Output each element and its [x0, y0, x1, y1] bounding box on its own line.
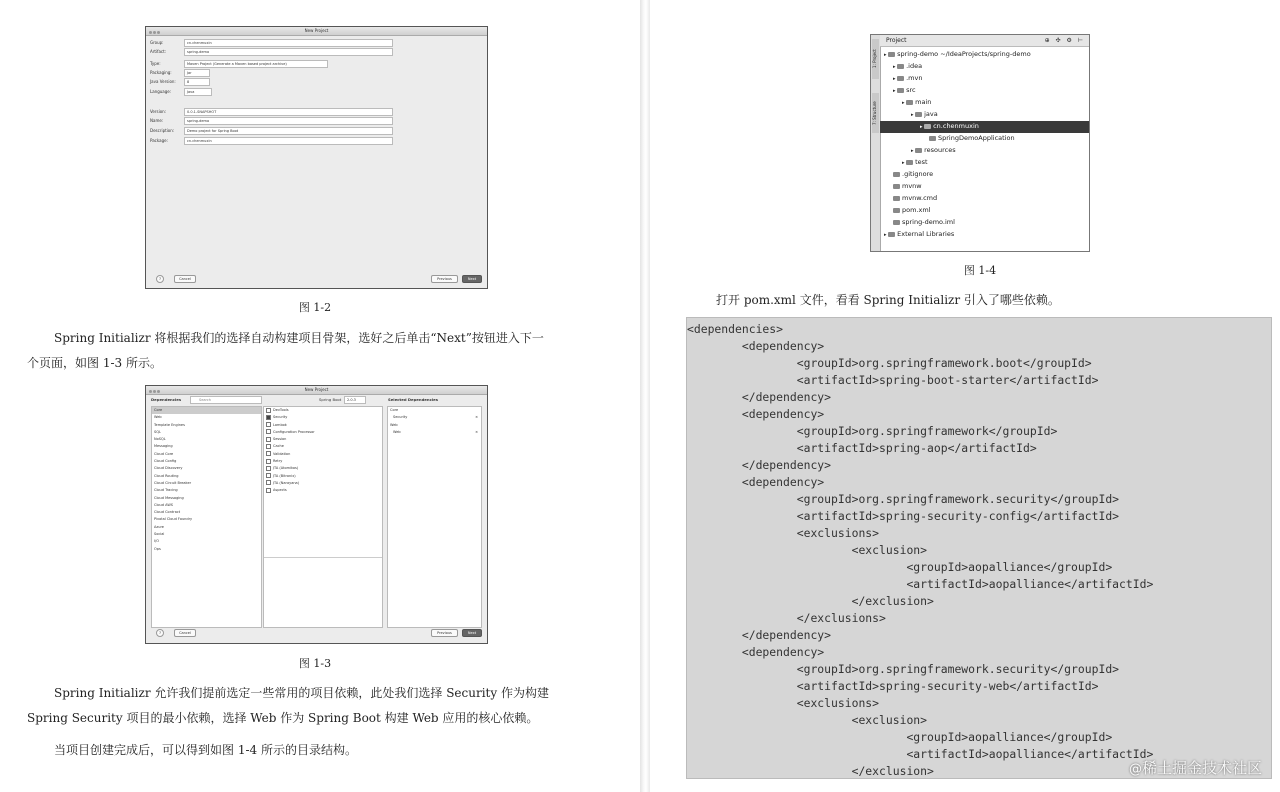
dependency-item[interactable]: [264, 473, 382, 480]
tree-row[interactable]: [880, 97, 1089, 109]
code-line: <artifactId>aopalliance</artifactId>: [687, 577, 1154, 591]
dependency-item[interactable]: [264, 451, 382, 458]
tree-label: spring-demo.iml: [902, 218, 955, 226]
category-item[interactable]: Cloud Config: [154, 459, 177, 464]
tree-row[interactable]: [880, 145, 1089, 157]
tree-label: src: [906, 86, 916, 94]
folder-icon: [893, 208, 900, 213]
dependency-item[interactable]: [264, 407, 382, 414]
dependency-checkbox[interactable]: [266, 451, 271, 456]
form-row: [150, 69, 480, 76]
remove-icon[interactable]: ×: [475, 415, 478, 420]
code-line: <artifactId>spring-security-web</artifactId>: [687, 679, 1099, 693]
folder-icon: [888, 52, 895, 57]
tree-row[interactable]: [880, 193, 1089, 205]
dependency-label: Cache: [273, 444, 284, 449]
code-line: <exclusion>: [687, 713, 928, 727]
dependency-label: Lombok: [273, 422, 287, 427]
field-value[interactable]: cn.chenmuxin: [184, 39, 393, 47]
code-line: <exclusions>: [687, 696, 880, 710]
code-line: <dependency>: [687, 475, 825, 489]
dependencies-label: Dependencies: [151, 397, 182, 402]
chevron-icon[interactable]: ▸: [884, 52, 889, 58]
field-label: Artifact:: [150, 49, 167, 54]
tree-row[interactable]: [880, 157, 1089, 169]
field-value[interactable]: Demo project for Spring Boot: [184, 127, 393, 135]
dependency-item[interactable]: [264, 465, 382, 472]
category-item[interactable]: Cloud Circuit Breaker: [154, 480, 192, 485]
folder-icon: [924, 124, 931, 129]
field-label: Version:: [150, 109, 167, 114]
chevron-icon[interactable]: ▸: [920, 124, 925, 130]
form-row: [150, 78, 480, 85]
dependency-label: DevTools: [273, 408, 289, 412]
tree-row[interactable]: [880, 109, 1089, 121]
selected-dependencies-panel: [387, 406, 482, 628]
code-line: <groupId>org.springframework.security</groupId>: [687, 662, 1120, 676]
dependency-checkbox[interactable]: [266, 422, 271, 427]
field-value[interactable]: Jar: [184, 69, 210, 77]
tree-label: test: [915, 158, 928, 166]
dependency-label: Security: [273, 415, 288, 420]
form-row: [150, 108, 480, 115]
dependency-checkbox[interactable]: [266, 429, 271, 434]
dialog-titlebar: [146, 386, 487, 395]
next-button[interactable]: Next: [462, 629, 482, 637]
form-row: [150, 137, 480, 144]
code-line: </dependency>: [687, 390, 832, 404]
spring-boot-version-select[interactable]: 2.0.3: [344, 396, 366, 404]
code-line: <dependency>: [687, 407, 825, 421]
dependency-item[interactable]: [264, 436, 382, 443]
new-project-dialog-fig12: [145, 26, 488, 289]
paragraph-line: 当项目创建完成后，可以得到如图 1-4 所示的目录结构。: [54, 743, 357, 757]
previous-button[interactable]: Previous: [431, 629, 458, 637]
dependency-label: Validation: [273, 451, 291, 456]
field-value[interactable]: Java: [184, 88, 212, 96]
tree-label: pom.xml: [902, 206, 931, 214]
dependency-label: Configuration Processor: [273, 429, 315, 434]
dialog-title: New Project: [304, 28, 329, 33]
field-label: Package:: [150, 138, 168, 143]
category-item[interactable]: Messaging: [154, 444, 173, 449]
field-value[interactable]: spring-demo: [184, 48, 393, 56]
chevron-icon[interactable]: ▸: [893, 76, 898, 82]
figure-caption: 图 1-3: [298, 657, 332, 670]
folder-icon: [897, 64, 904, 69]
category-item[interactable]: Core: [152, 407, 261, 414]
dependency-description-divider: [264, 557, 382, 558]
code-line: <exclusion>: [687, 543, 928, 557]
tree-label: mvnw: [902, 182, 922, 190]
category-item[interactable]: Pivotal Cloud Foundry: [154, 517, 193, 522]
folder-icon: [906, 100, 913, 105]
tree-row[interactable]: [880, 49, 1089, 61]
category-list[interactable]: [151, 406, 262, 628]
selected-dependency-item[interactable]: Security ×: [388, 414, 481, 421]
dependency-checkbox[interactable]: [266, 408, 271, 413]
tree-label: SpringDemoApplication: [938, 134, 1015, 142]
dependency-checkbox[interactable]: [266, 480, 271, 485]
tree-label: java: [924, 110, 938, 118]
remove-icon[interactable]: ×: [475, 429, 478, 434]
category-item[interactable]: SQL: [154, 429, 161, 434]
watermark-prefix: @: [1128, 762, 1142, 777]
previous-button[interactable]: Previous: [431, 275, 458, 283]
code-line: <groupId>org.springframework</groupId>: [687, 424, 1058, 438]
dependency-item[interactable]: [264, 458, 382, 465]
code-line: <artifactId>spring-security-config</artifactId>: [687, 509, 1120, 523]
code-line: </dependency>: [687, 458, 832, 472]
category-item[interactable]: Cloud Routing: [154, 473, 179, 478]
dependency-search-input[interactable]: Search: [190, 396, 262, 404]
tree-label: .idea: [906, 62, 923, 70]
category-item[interactable]: Azure: [154, 524, 164, 529]
category-item[interactable]: Cloud Messaging: [154, 495, 184, 500]
category-item[interactable]: Social: [154, 532, 165, 537]
dependency-checkbox[interactable]: [266, 466, 271, 471]
dependency-label: JTA (Bitronix): [273, 473, 296, 478]
folder-icon: [897, 76, 904, 81]
dependency-item[interactable]: [264, 422, 382, 429]
project-header-title: Project: [886, 37, 907, 44]
field-label: Name:: [150, 118, 164, 123]
tree-label: spring-demo ~/IdeaProjects/spring-demo: [897, 50, 1031, 58]
code-line: <artifactId>spring-aop</artifactId>: [687, 441, 1037, 455]
dependency-label: Session: [273, 437, 287, 442]
dependency-label: JTA (Atomikos): [273, 466, 299, 471]
paragraph-line: 个页面，如图 1-3 所示。: [27, 356, 162, 370]
tree-row[interactable]: [880, 121, 1089, 133]
dependency-item[interactable]: [264, 487, 382, 494]
dependency-item[interactable]: [264, 414, 382, 421]
help-button[interactable]: ?: [156, 275, 164, 283]
dependency-label: JTA (Narayana): [273, 480, 300, 485]
code-line: <dependencies>: [687, 322, 784, 336]
side-tab-structure[interactable]: 7: Structure: [872, 93, 879, 133]
chevron-icon[interactable]: ▸: [893, 88, 898, 94]
figure-caption: 图 1-2: [298, 301, 332, 314]
code-line: <artifactId>aopalliance</artifactId>: [687, 747, 1154, 761]
field-label: Java Version:: [150, 79, 176, 84]
spring-boot-label: Spring Boot: [319, 397, 342, 402]
folder-icon: [929, 136, 936, 141]
right-page: [650, 0, 1280, 792]
chevron-icon[interactable]: ▸: [884, 232, 889, 238]
tree-row[interactable]: [880, 229, 1089, 241]
code-line: <dependency>: [687, 645, 825, 659]
header-toolbar[interactable]: ⊕ ✣ ⚙ ⊢: [1044, 37, 1085, 44]
folder-icon: [915, 148, 922, 153]
dependency-checkbox[interactable]: [266, 444, 271, 449]
category-item[interactable]: Ops: [154, 546, 161, 551]
chevron-icon[interactable]: ▸: [911, 148, 916, 154]
chevron-icon[interactable]: ▸: [911, 112, 916, 118]
tree-row[interactable]: [880, 85, 1089, 97]
field-label: Language:: [150, 89, 172, 94]
form-row: [150, 88, 480, 95]
tree-row[interactable]: [880, 217, 1089, 229]
folder-icon: [897, 88, 904, 93]
tree-label: .gitignore: [902, 170, 934, 178]
dependency-checkbox[interactable]: [266, 437, 271, 442]
field-value[interactable]: Maven Project (Generate a Maven based project archive): [184, 60, 328, 68]
dependency-item[interactable]: [264, 443, 382, 450]
folder-icon: [893, 184, 900, 189]
category-item[interactable]: NoSQL: [154, 437, 166, 442]
field-label: Packaging:: [150, 70, 172, 75]
folder-icon: [915, 112, 922, 117]
chevron-icon[interactable]: ▸: [902, 100, 907, 106]
field-value[interactable]: 0.0.1-SNAPSHOT: [184, 108, 393, 116]
tree-label: main: [915, 98, 932, 106]
cancel-button[interactable]: Cancel: [174, 629, 196, 637]
field-value[interactable]: cn.chenmuxin: [184, 137, 393, 145]
selected-dependencies-label: Selected Dependencies: [388, 397, 438, 402]
dependency-checkbox[interactable]: [266, 415, 271, 420]
tree-row[interactable]: [880, 61, 1089, 73]
category-item[interactable]: Cloud Core: [154, 451, 174, 456]
folder-icon: [888, 232, 895, 237]
window-controls[interactable]: [149, 388, 161, 396]
category-item[interactable]: Cloud AWS: [154, 502, 173, 507]
tree-label: .mvn: [906, 74, 923, 82]
category-item[interactable]: Template Engines: [154, 422, 185, 427]
dependency-checkbox[interactable]: [266, 488, 271, 493]
code-line: <groupId>aopalliance</groupId>: [687, 560, 1113, 574]
dependency-checkbox[interactable]: [266, 459, 271, 464]
paragraph-line: 打开 pom.xml 文件，看看 Spring Initializr 引入了哪些依赖。: [716, 293, 1060, 307]
paragraph-line: Spring Security 项目的最小依赖，选择 Web 作为 Spring Boot 构建 Web 应用的核心依赖。: [27, 711, 539, 725]
code-line: <exclusions>: [687, 526, 880, 540]
category-item[interactable]: Cloud Contract: [154, 510, 181, 515]
tree-row[interactable]: [880, 73, 1089, 85]
tree-row[interactable]: [880, 133, 1089, 145]
form-row: [150, 127, 480, 134]
category-item[interactable]: Web: [154, 415, 162, 420]
code-line: <artifactId>spring-boot-starter</artifactId>: [687, 373, 1099, 387]
cancel-button[interactable]: Cancel: [174, 275, 196, 283]
pom-xml-code-block: [686, 317, 1272, 779]
form-row: [150, 39, 480, 46]
field-label: Description:: [150, 128, 175, 133]
selected-group-label: Core: [390, 408, 399, 412]
field-value[interactable]: spring-demo: [184, 117, 393, 125]
new-project-dialog-fig13: [145, 385, 488, 644]
tree-row[interactable]: [880, 181, 1089, 193]
folder-icon: [893, 196, 900, 201]
code-line: </exclusions>: [687, 611, 886, 625]
paragraph-line: Spring Initializr 将根据我们的选择自动构建项目骨架，选好之后单击“Next”按钮进入下一: [54, 331, 544, 345]
next-button[interactable]: Next: [462, 275, 482, 283]
watermark: [1129, 757, 1262, 778]
folder-icon: [893, 220, 900, 225]
dialog-titlebar: [146, 27, 487, 36]
field-value[interactable]: 8: [184, 78, 210, 86]
figure-caption: 图 1-4: [963, 264, 997, 277]
selected-dependency-item[interactable]: Web ×: [388, 429, 481, 436]
dependency-label: Retry: [273, 459, 283, 464]
tree-label: mvnw.cmd: [902, 194, 938, 202]
field-label: Group:: [150, 40, 164, 45]
category-item[interactable]: I/O: [154, 539, 159, 544]
dialog-title: New Project: [304, 387, 329, 392]
selected-group-label: Web: [390, 422, 398, 427]
tree-label: External Libraries: [897, 230, 955, 238]
help-button[interactable]: ?: [156, 629, 164, 637]
code-line: <groupId>org.springframework.boot</groupId>: [687, 356, 1092, 370]
code-line: <dependency>: [687, 339, 825, 353]
code-line: <groupId>aopalliance</groupId>: [687, 730, 1113, 744]
code-line: </exclusion>: [687, 764, 934, 778]
code-line: <groupId>org.springframework.security</groupId>: [687, 492, 1120, 506]
dependency-item[interactable]: [264, 480, 382, 487]
category-item[interactable]: Cloud Tracing: [154, 488, 178, 493]
dependency-item[interactable]: [264, 429, 382, 436]
project-header: [880, 35, 1089, 47]
chevron-icon[interactable]: ▸: [893, 64, 898, 70]
side-tab-project[interactable]: 1: Project: [872, 39, 879, 79]
form-row: [150, 48, 480, 55]
form-row: [150, 60, 480, 67]
dependency-label: Aspects: [273, 488, 287, 493]
watermark-text: 稀土掘金技术社区: [1141, 759, 1262, 777]
form-row: [150, 117, 480, 124]
category-item[interactable]: Cloud Discovery: [154, 466, 183, 471]
code-line: </dependency>: [687, 628, 832, 642]
field-label: Type:: [150, 61, 161, 66]
tree-row[interactable]: [880, 205, 1089, 217]
tree-row[interactable]: [880, 169, 1089, 181]
paragraph-line: Spring Initializr 允许我们提前选定一些常用的项目依赖，此处我们选择 Security 作为构建: [54, 686, 549, 700]
tree-label: resources: [924, 146, 956, 154]
book-spine: [640, 0, 650, 792]
folder-icon: [893, 172, 900, 177]
dependency-checkbox[interactable]: [266, 473, 271, 478]
project-tool-window: [870, 34, 1090, 252]
chevron-icon[interactable]: ▸: [902, 160, 907, 166]
tree-label: cn.chenmuxin: [933, 122, 979, 130]
folder-icon: [906, 160, 913, 165]
window-controls[interactable]: [149, 29, 161, 37]
code-line: </exclusion>: [687, 594, 934, 608]
dependency-list[interactable]: [263, 406, 383, 628]
